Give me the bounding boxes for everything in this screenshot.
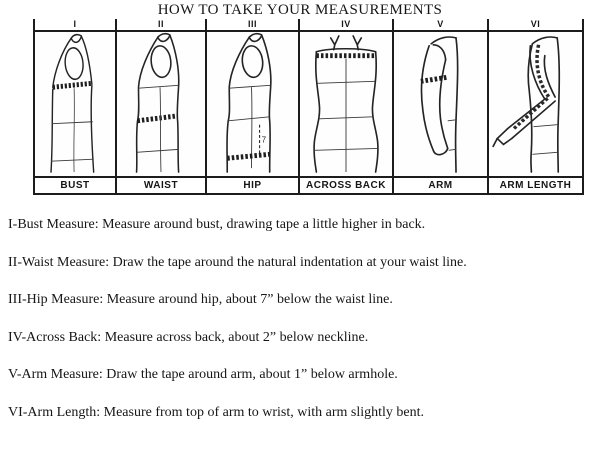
panel-bust-label: BUST — [35, 176, 115, 195]
across-back-figure-illustration — [300, 32, 392, 176]
panel-hip — [207, 19, 300, 195]
instruction-hip: III-Hip Measure: Measure around hip, about 7” below the waist line. — [8, 292, 393, 307]
panel-arm-length-label: ARM LENGTH — [489, 176, 582, 195]
panel-arm-length-numeral: VI — [489, 19, 582, 32]
panel-arm-label: ARM — [394, 176, 487, 195]
panel-waist-label: WAIST — [117, 176, 205, 195]
panel-arm-numeral: V — [394, 19, 487, 32]
panel-hip-numeral: III — [207, 19, 298, 32]
panel-arm — [394, 19, 489, 195]
hip-depth-annotation: 7 — [261, 135, 267, 145]
panel-waist-numeral: II — [117, 19, 205, 32]
arm-figure-illustration — [394, 32, 487, 176]
panel-across-back-label: ACROSS BACK — [300, 176, 392, 195]
bust-figure-illustration — [35, 32, 115, 176]
instruction-bust: I-Bust Measure: Measure around bust, drawing tape a little higher in back. — [8, 217, 426, 232]
arm-length-figure-illustration — [489, 32, 582, 176]
waist-figure-illustration — [117, 32, 205, 176]
instruction-list — [8, 217, 592, 442]
hip-figure-illustration — [207, 32, 298, 176]
panel-across-back — [300, 19, 394, 195]
panel-bust — [35, 19, 117, 195]
panel-waist — [117, 19, 207, 195]
measurement-figure — [33, 19, 584, 195]
instruction-arm-length: VI-Arm Length: Measure from top of arm to wrist, with arm slightly bent. — [8, 404, 425, 420]
panel-hip-label: HIP — [207, 176, 298, 195]
instruction-across-back: IV-Across Back: Measure across back, about 2” below neckline. — [8, 329, 369, 345]
panel-across-back-numeral: IV — [300, 19, 392, 32]
panel-arm-length — [489, 19, 584, 195]
panel-bust-numeral: I — [35, 19, 115, 32]
page-title: HOW TO TAKE YOUR MEASUREMENTS — [157, 2, 443, 18]
instruction-arm: V-Arm Measure: Draw the tape around arm, about 1” below armhole. — [8, 367, 398, 382]
instruction-waist: II-Waist Measure: Draw the tape around the natural indentation at your waist line. — [8, 254, 467, 270]
